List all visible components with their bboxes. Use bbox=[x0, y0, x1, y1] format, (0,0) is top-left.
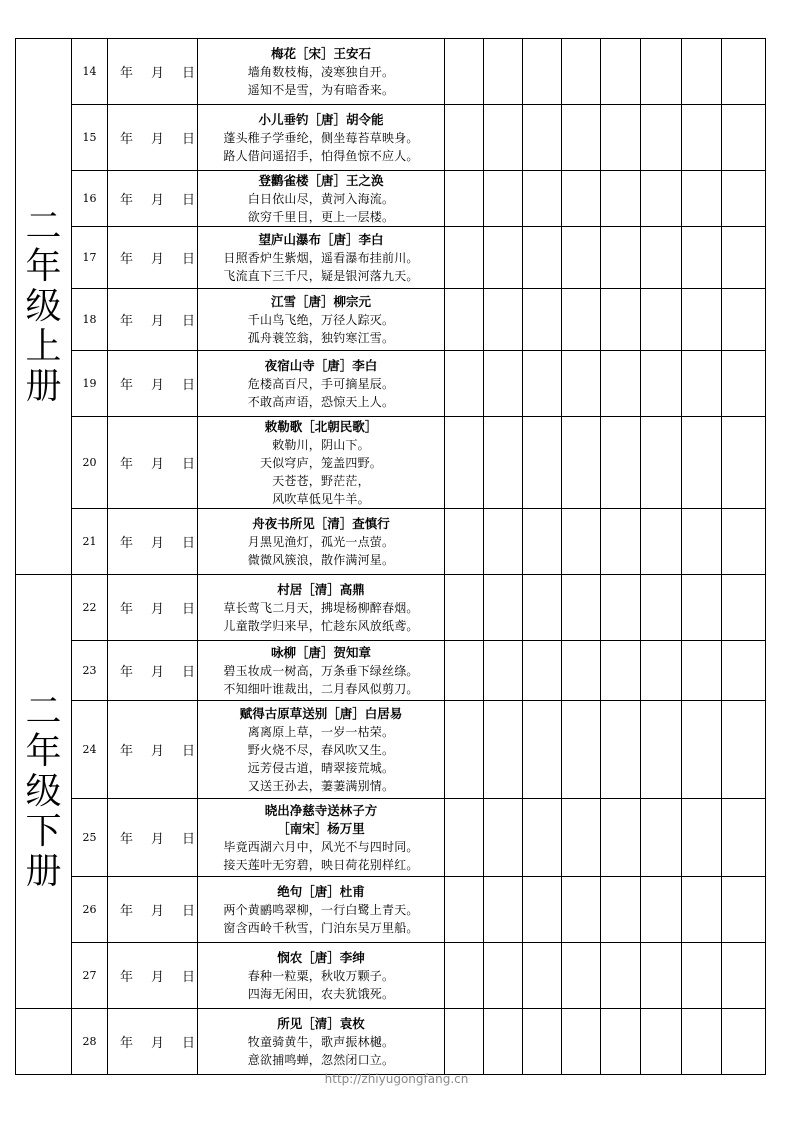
check-box-1[interactable] bbox=[445, 289, 484, 351]
poem-line: 春种一粒粟，秋收万颗子。 bbox=[247, 968, 395, 983]
poem-line: 不知细叶谁裁出，二月春风似剪刀。 bbox=[223, 681, 419, 696]
check-box-5[interactable] bbox=[601, 509, 641, 575]
check-box-6[interactable] bbox=[641, 171, 682, 227]
check-box-5[interactable] bbox=[601, 799, 641, 877]
check-box-1[interactable] bbox=[445, 701, 484, 799]
check-box-2[interactable] bbox=[484, 575, 523, 641]
check-box-7[interactable] bbox=[682, 351, 722, 417]
poem-title: 夜宿山寺［唐］李白 bbox=[264, 357, 378, 373]
poem-title: 晓出净慈寺送林子方 bbox=[264, 802, 378, 818]
poem-cell bbox=[198, 171, 445, 227]
poem-cell bbox=[198, 575, 445, 641]
check-box-1[interactable] bbox=[445, 171, 484, 227]
semester-label-cell bbox=[16, 39, 72, 575]
table-row bbox=[16, 701, 766, 799]
date-year-label: 年 bbox=[120, 378, 134, 393]
date-day-label: 日 bbox=[182, 457, 196, 472]
check-box-4[interactable] bbox=[562, 701, 601, 799]
date-day-label: 日 bbox=[182, 744, 196, 759]
check-box-5[interactable] bbox=[601, 575, 641, 641]
poem-number: 24 bbox=[72, 701, 108, 799]
date-year-label: 年 bbox=[120, 457, 134, 472]
check-box-5[interactable] bbox=[601, 105, 641, 171]
check-box-3[interactable] bbox=[523, 39, 562, 105]
check-box-5[interactable] bbox=[601, 877, 641, 943]
poem-number: 15 bbox=[72, 105, 108, 171]
poem-line: 儿童散学归来早，忙趁东风放纸鸢。 bbox=[223, 618, 419, 633]
poem-cell bbox=[198, 877, 445, 943]
date-month-label: 月 bbox=[151, 193, 165, 208]
check-box-1[interactable] bbox=[445, 39, 484, 105]
check-box-7[interactable] bbox=[682, 641, 722, 701]
check-box-6[interactable] bbox=[641, 417, 682, 509]
check-box-3[interactable] bbox=[523, 877, 562, 943]
date-day-label: 日 bbox=[182, 536, 196, 551]
table-row bbox=[16, 641, 766, 701]
poem-number: 19 bbox=[72, 351, 108, 417]
date-year-label: 年 bbox=[120, 665, 134, 680]
table-body bbox=[16, 39, 766, 1075]
date-day-label: 日 bbox=[182, 66, 196, 81]
check-box-8[interactable] bbox=[722, 799, 766, 877]
check-box-6[interactable] bbox=[641, 641, 682, 701]
check-box-7[interactable] bbox=[682, 227, 722, 289]
poem-number: 14 bbox=[72, 39, 108, 105]
check-box-2[interactable] bbox=[484, 351, 523, 417]
check-box-2[interactable] bbox=[484, 105, 523, 171]
date-field[interactable] bbox=[108, 943, 198, 1009]
check-box-1[interactable] bbox=[445, 641, 484, 701]
poem-number: 18 bbox=[72, 289, 108, 351]
check-box-4[interactable] bbox=[562, 39, 601, 105]
poem-line: 天似穹庐，笼盖四野。 bbox=[259, 455, 382, 470]
check-box-4[interactable] bbox=[562, 227, 601, 289]
check-box-4[interactable] bbox=[562, 943, 601, 1009]
check-box-8[interactable] bbox=[722, 575, 766, 641]
poem-line: 四海无闲田，农夫犹饿死。 bbox=[247, 986, 395, 1001]
table-row bbox=[16, 575, 766, 641]
check-box-1[interactable] bbox=[445, 575, 484, 641]
date-field[interactable] bbox=[108, 171, 198, 227]
check-box-7[interactable] bbox=[682, 575, 722, 641]
table-row bbox=[16, 227, 766, 289]
check-box-4[interactable] bbox=[562, 105, 601, 171]
table-row bbox=[16, 417, 766, 509]
check-box-4[interactable] bbox=[562, 877, 601, 943]
poem-title: 小儿垂钓［唐］胡令能 bbox=[258, 111, 384, 127]
check-box-8[interactable] bbox=[722, 351, 766, 417]
poem-number: 21 bbox=[72, 509, 108, 575]
date-day-label: 日 bbox=[182, 132, 196, 147]
date-year-label: 年 bbox=[120, 970, 134, 985]
check-box-8[interactable] bbox=[722, 417, 766, 509]
check-box-1[interactable] bbox=[445, 1009, 484, 1075]
poem-line: 敕勒川，阴山下。 bbox=[272, 437, 370, 452]
poem-cell bbox=[198, 799, 445, 877]
poem-line: 墙角数枝梅，凌寒独自开。 bbox=[247, 64, 395, 79]
check-box-6[interactable] bbox=[641, 351, 682, 417]
check-box-3[interactable] bbox=[523, 417, 562, 509]
recitation-record-table bbox=[15, 38, 766, 1075]
check-box-6[interactable] bbox=[641, 39, 682, 105]
poem-title: 悯农［唐］李绅 bbox=[277, 949, 365, 965]
poem-line: 牧童骑黄牛，歌声振林樾。 bbox=[247, 1034, 395, 1049]
date-day-label: 日 bbox=[182, 665, 196, 680]
check-box-2[interactable] bbox=[484, 289, 523, 351]
poem-cell bbox=[198, 509, 445, 575]
table-row bbox=[16, 943, 766, 1009]
poem-cell bbox=[198, 1009, 445, 1075]
check-box-3[interactable] bbox=[523, 227, 562, 289]
check-box-3[interactable] bbox=[523, 701, 562, 799]
watermark-url: http://zhiyugongfang.cn bbox=[324, 1072, 469, 1086]
date-field[interactable] bbox=[108, 417, 198, 509]
check-box-4[interactable] bbox=[562, 289, 601, 351]
semester-label-cell bbox=[16, 575, 72, 1009]
date-year-label: 年 bbox=[120, 252, 134, 267]
date-month-label: 月 bbox=[151, 378, 165, 393]
check-box-3[interactable] bbox=[523, 799, 562, 877]
check-box-6[interactable] bbox=[641, 701, 682, 799]
poem-cell bbox=[198, 289, 445, 351]
date-month-label: 月 bbox=[151, 904, 165, 919]
poem-author: ［南宋］杨万里 bbox=[277, 820, 365, 836]
poem-title: 敕勒歌［北朝民歌］ bbox=[264, 418, 378, 434]
check-box-7[interactable] bbox=[682, 799, 722, 877]
check-box-3[interactable] bbox=[523, 575, 562, 641]
check-box-7[interactable] bbox=[682, 701, 722, 799]
check-box-2[interactable] bbox=[484, 641, 523, 701]
date-month-label: 月 bbox=[151, 744, 165, 759]
date-year-label: 年 bbox=[120, 1036, 134, 1051]
poem-title: 登鹳雀楼［唐］王之涣 bbox=[258, 172, 384, 188]
date-year-label: 年 bbox=[120, 536, 134, 551]
check-box-4[interactable] bbox=[562, 171, 601, 227]
poem-number: 25 bbox=[72, 799, 108, 877]
date-month-label: 月 bbox=[151, 832, 165, 847]
date-year-label: 年 bbox=[120, 832, 134, 847]
poem-number: 17 bbox=[72, 227, 108, 289]
poem-number: 23 bbox=[72, 641, 108, 701]
poem-line: 接天莲叶无穷碧，映日荷花别样红。 bbox=[223, 857, 419, 872]
check-box-6[interactable] bbox=[641, 509, 682, 575]
poem-title: 咏柳［唐］贺知章 bbox=[270, 644, 371, 660]
poem-title: 梅花［宋］王安石 bbox=[270, 45, 371, 61]
check-box-6[interactable] bbox=[641, 1009, 682, 1075]
check-box-3[interactable] bbox=[523, 289, 562, 351]
check-box-8[interactable] bbox=[722, 105, 766, 171]
date-year-label: 年 bbox=[120, 314, 134, 329]
check-box-6[interactable] bbox=[641, 943, 682, 1009]
check-box-5[interactable] bbox=[601, 227, 641, 289]
date-year-label: 年 bbox=[120, 193, 134, 208]
poem-title: 村居［清］高鼎 bbox=[277, 581, 365, 597]
table-row bbox=[16, 799, 766, 877]
date-field[interactable] bbox=[108, 509, 198, 575]
check-box-8[interactable] bbox=[722, 509, 766, 575]
poem-line: 千山鸟飞绝，万径人踪灭。 bbox=[247, 312, 395, 327]
date-field[interactable] bbox=[108, 799, 198, 877]
poem-line: 遥知不是雪，为有暗香来。 bbox=[247, 82, 395, 97]
table-row bbox=[16, 39, 766, 105]
table-row bbox=[16, 171, 766, 227]
check-box-5[interactable] bbox=[601, 171, 641, 227]
poem-line: 路人借问遥招手，怕得鱼惊不应人。 bbox=[223, 148, 419, 163]
poem-title: 赋得古原草送别［唐］白居易 bbox=[239, 705, 403, 721]
poem-title: 舟夜书所见［清］查慎行 bbox=[252, 515, 390, 531]
date-month-label: 月 bbox=[151, 132, 165, 147]
check-box-8[interactable] bbox=[722, 701, 766, 799]
check-box-8[interactable] bbox=[722, 1009, 766, 1075]
date-field[interactable] bbox=[108, 351, 198, 417]
poem-line: 两个黄鹂鸣翠柳，一行白鹭上青天。 bbox=[223, 902, 419, 917]
poem-number: 28 bbox=[72, 1009, 108, 1075]
date-year-label: 年 bbox=[120, 904, 134, 919]
date-month-label: 月 bbox=[151, 66, 165, 81]
date-day-label: 日 bbox=[182, 832, 196, 847]
date-field[interactable] bbox=[108, 877, 198, 943]
check-box-7[interactable] bbox=[682, 289, 722, 351]
check-box-6[interactable] bbox=[641, 289, 682, 351]
date-day-label: 日 bbox=[182, 378, 196, 393]
check-box-8[interactable] bbox=[722, 877, 766, 943]
poem-number: 27 bbox=[72, 943, 108, 1009]
check-box-7[interactable] bbox=[682, 943, 722, 1009]
poem-number: 22 bbox=[72, 575, 108, 641]
check-box-8[interactable] bbox=[722, 289, 766, 351]
check-box-5[interactable] bbox=[601, 39, 641, 105]
date-day-label: 日 bbox=[182, 970, 196, 985]
poem-cell bbox=[198, 105, 445, 171]
check-box-5[interactable] bbox=[601, 289, 641, 351]
check-box-7[interactable] bbox=[682, 171, 722, 227]
check-box-4[interactable] bbox=[562, 509, 601, 575]
poem-cell bbox=[198, 943, 445, 1009]
check-box-5[interactable] bbox=[601, 641, 641, 701]
check-box-2[interactable] bbox=[484, 1009, 523, 1075]
check-box-8[interactable] bbox=[722, 39, 766, 105]
check-box-6[interactable] bbox=[641, 227, 682, 289]
date-month-label: 月 bbox=[151, 314, 165, 329]
poem-line: 蓬头稚子学垂纶，侧坐莓苔草映身。 bbox=[223, 130, 419, 145]
check-box-5[interactable] bbox=[601, 1009, 641, 1075]
check-box-2[interactable] bbox=[484, 39, 523, 105]
table-row bbox=[16, 105, 766, 171]
semester-label: 二年级下册 bbox=[25, 690, 62, 892]
poem-cell bbox=[198, 641, 445, 701]
date-month-label: 月 bbox=[151, 1036, 165, 1051]
check-box-1[interactable] bbox=[445, 799, 484, 877]
check-box-8[interactable] bbox=[722, 943, 766, 1009]
table-row bbox=[16, 1009, 766, 1075]
check-box-1[interactable] bbox=[445, 417, 484, 509]
date-field[interactable] bbox=[108, 701, 198, 799]
check-box-5[interactable] bbox=[601, 417, 641, 509]
check-box-8[interactable] bbox=[722, 171, 766, 227]
poem-line: 微微风簇浪，散作满河星。 bbox=[247, 552, 395, 567]
check-box-5[interactable] bbox=[601, 943, 641, 1009]
poem-line: 毕竟西湖六月中，风光不与四时同。 bbox=[223, 839, 419, 854]
poem-line: 又送王孙去，萋萋满别情。 bbox=[247, 778, 395, 793]
poem-title: 绝句［唐］杜甫 bbox=[277, 883, 365, 899]
poem-line: 离离原上草，一岁一枯荣。 bbox=[247, 724, 395, 739]
check-box-7[interactable] bbox=[682, 1009, 722, 1075]
check-box-1[interactable] bbox=[445, 227, 484, 289]
date-day-label: 日 bbox=[182, 1036, 196, 1051]
check-box-2[interactable] bbox=[484, 509, 523, 575]
date-month-label: 月 bbox=[151, 536, 165, 551]
date-month-label: 月 bbox=[151, 252, 165, 267]
table-row bbox=[16, 289, 766, 351]
check-box-3[interactable] bbox=[523, 171, 562, 227]
check-box-6[interactable] bbox=[641, 105, 682, 171]
date-month-label: 月 bbox=[151, 970, 165, 985]
poem-line: 日照香炉生紫烟，遥看瀑布挂前川。 bbox=[223, 250, 419, 265]
poem-line: 欲穷千里目，更上一层楼。 bbox=[247, 209, 395, 224]
poem-line: 风吹草低见牛羊。 bbox=[272, 491, 370, 506]
poem-cell bbox=[198, 417, 445, 509]
check-box-4[interactable] bbox=[562, 641, 601, 701]
check-box-8[interactable] bbox=[722, 641, 766, 701]
semester-label: 二年级上册 bbox=[25, 205, 62, 407]
poem-line: 意欲捕鸣蝉，忽然闭口立。 bbox=[247, 1052, 395, 1067]
date-month-label: 月 bbox=[151, 602, 165, 617]
check-box-5[interactable] bbox=[601, 351, 641, 417]
check-box-6[interactable] bbox=[641, 575, 682, 641]
check-box-4[interactable] bbox=[562, 799, 601, 877]
poem-line: 白日依山尽，黄河入海流。 bbox=[247, 191, 395, 206]
check-box-2[interactable] bbox=[484, 799, 523, 877]
check-box-4[interactable] bbox=[562, 575, 601, 641]
check-box-1[interactable] bbox=[445, 943, 484, 1009]
check-box-1[interactable] bbox=[445, 105, 484, 171]
check-box-6[interactable] bbox=[641, 799, 682, 877]
date-month-label: 月 bbox=[151, 665, 165, 680]
poem-cell bbox=[198, 39, 445, 105]
poem-title: 所见［清］袁枚 bbox=[277, 1015, 365, 1031]
poem-line: 孤舟蓑笠翁，独钓寒江雪。 bbox=[247, 330, 395, 345]
check-box-2[interactable] bbox=[484, 877, 523, 943]
check-box-4[interactable] bbox=[562, 417, 601, 509]
date-field[interactable] bbox=[108, 575, 198, 641]
check-box-2[interactable] bbox=[484, 943, 523, 1009]
date-day-label: 日 bbox=[182, 252, 196, 267]
date-field[interactable] bbox=[108, 289, 198, 351]
poem-number: 20 bbox=[72, 417, 108, 509]
check-box-2[interactable] bbox=[484, 227, 523, 289]
date-field[interactable] bbox=[108, 641, 198, 701]
poem-line: 窗含西岭千秋雪，门泊东吴万里船。 bbox=[223, 920, 419, 935]
table-row bbox=[16, 509, 766, 575]
check-box-7[interactable] bbox=[682, 417, 722, 509]
date-year-label: 年 bbox=[120, 66, 134, 81]
poem-line: 危楼高百尺，手可摘星辰。 bbox=[247, 376, 395, 391]
date-field[interactable] bbox=[108, 39, 198, 105]
check-box-2[interactable] bbox=[484, 171, 523, 227]
poem-number: 26 bbox=[72, 877, 108, 943]
table-row bbox=[16, 877, 766, 943]
date-day-label: 日 bbox=[182, 602, 196, 617]
check-box-1[interactable] bbox=[445, 351, 484, 417]
date-year-label: 年 bbox=[120, 132, 134, 147]
check-box-8[interactable] bbox=[722, 227, 766, 289]
poem-line: 不敢高声语，恐惊天上人。 bbox=[247, 394, 395, 409]
check-box-2[interactable] bbox=[484, 417, 523, 509]
date-year-label: 年 bbox=[120, 602, 134, 617]
poem-cell bbox=[198, 701, 445, 799]
page-bottom-margin bbox=[0, 1082, 793, 1122]
poem-title: 江雪［唐］柳宗元 bbox=[270, 293, 371, 309]
check-box-1[interactable] bbox=[445, 509, 484, 575]
check-box-3[interactable] bbox=[523, 641, 562, 701]
table-row bbox=[16, 351, 766, 417]
date-day-label: 日 bbox=[182, 193, 196, 208]
date-month-label: 月 bbox=[151, 457, 165, 472]
check-box-1[interactable] bbox=[445, 877, 484, 943]
semester-label-cell bbox=[16, 1009, 72, 1075]
poem-line: 月黑见渔灯，孤光一点萤。 bbox=[247, 534, 395, 549]
poem-line: 远芳侵古道，晴翠接荒城。 bbox=[247, 760, 395, 775]
date-day-label: 日 bbox=[182, 314, 196, 329]
poem-line: 草长莺飞二月天，拂堤杨柳醉春烟。 bbox=[223, 600, 419, 615]
date-day-label: 日 bbox=[182, 904, 196, 919]
check-box-3[interactable] bbox=[523, 943, 562, 1009]
date-field[interactable] bbox=[108, 105, 198, 171]
poem-line: 碧玉妆成一树高，万条垂下绿丝绦。 bbox=[223, 663, 419, 678]
poem-cell bbox=[198, 351, 445, 417]
check-box-4[interactable] bbox=[562, 1009, 601, 1075]
poem-cell bbox=[198, 227, 445, 289]
date-field[interactable] bbox=[108, 1009, 198, 1075]
check-box-7[interactable] bbox=[682, 509, 722, 575]
check-box-2[interactable] bbox=[484, 701, 523, 799]
check-box-7[interactable] bbox=[682, 39, 722, 105]
check-box-7[interactable] bbox=[682, 877, 722, 943]
check-box-6[interactable] bbox=[641, 877, 682, 943]
check-box-3[interactable] bbox=[523, 509, 562, 575]
check-box-3[interactable] bbox=[523, 351, 562, 417]
poem-line: 野火烧不尽，春风吹又生。 bbox=[247, 742, 395, 757]
date-field[interactable] bbox=[108, 227, 198, 289]
check-box-4[interactable] bbox=[562, 351, 601, 417]
poem-number: 16 bbox=[72, 171, 108, 227]
check-box-3[interactable] bbox=[523, 105, 562, 171]
date-year-label: 年 bbox=[120, 744, 134, 759]
poem-line: 天苍苍，野茫茫， bbox=[272, 473, 370, 488]
check-box-3[interactable] bbox=[523, 1009, 562, 1075]
check-box-5[interactable] bbox=[601, 701, 641, 799]
poem-title: 望庐山瀑布［唐］李白 bbox=[258, 231, 384, 247]
poem-line: 飞流直下三千尺，疑是银河落九天。 bbox=[223, 268, 419, 283]
check-box-7[interactable] bbox=[682, 105, 722, 171]
